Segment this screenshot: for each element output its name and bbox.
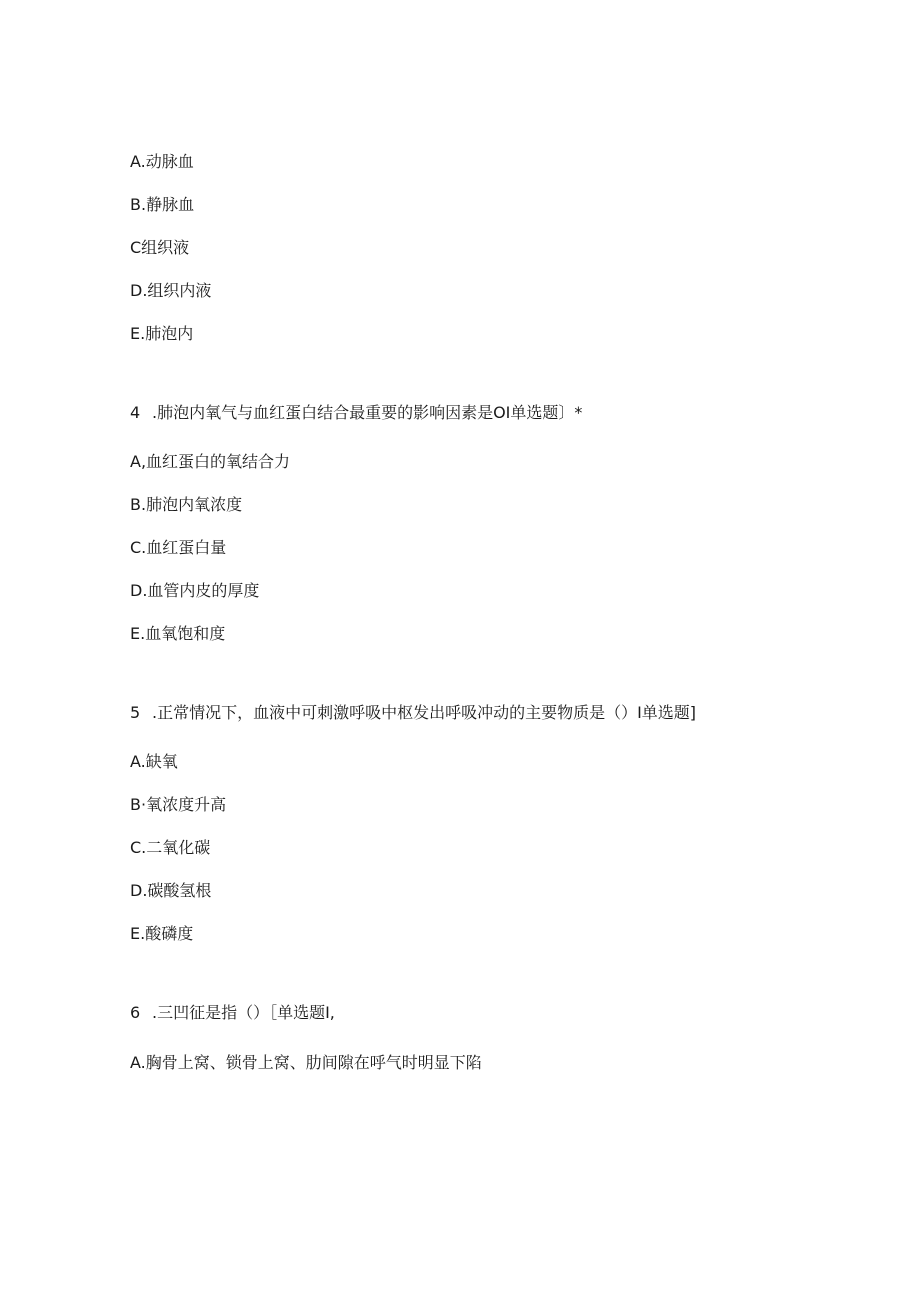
q6-option-a: A.胸骨上窝、锁骨上窝、肋间隙在呼气时明显下陷	[130, 1053, 482, 1072]
q5-option-e: E.酸磷度	[130, 924, 194, 943]
q5-option-b: B·氧浓度升高	[130, 795, 227, 814]
q4-text: .肺泡内氧气与血红蛋白结合最重要的影响因素是OI单选题〕*	[152, 403, 583, 422]
q6-text: .三凹征是指（）［单选题I,	[152, 1003, 335, 1022]
q5-number: 5	[130, 703, 141, 722]
q4-option-c: C.血红蛋白量	[130, 538, 227, 557]
q6-number: 6	[130, 1003, 141, 1022]
q3-option-a: A.动脉血	[130, 152, 194, 171]
q6-question	[130, 1003, 335, 1023]
q5-option-d: D.碳酸氢根	[130, 881, 212, 900]
q3-option-e: E.肺泡内	[130, 324, 194, 343]
q3-option-d: D.组织内液	[130, 281, 212, 300]
q5-option-a: A.缺氧	[130, 752, 178, 771]
q5-text: .正常情况下，血液中可刺激呼吸中枢发出呼吸冲动的主要物质是（）I单选题]	[152, 703, 697, 722]
q3-option-c: C组织液	[130, 238, 190, 257]
q4-option-b: B.肺泡内氧浓度	[130, 495, 243, 514]
q5-option-c: C.二氧化碳	[130, 838, 211, 857]
q4-number: 4	[130, 403, 141, 422]
q4-question	[130, 403, 582, 423]
q3-option-b: B.静脉血	[130, 195, 195, 214]
q4-option-e: E.血氧饱和度	[130, 624, 226, 643]
q5-question	[130, 703, 696, 723]
q4-option-d: D.血管内皮的厚度	[130, 581, 260, 600]
q4-option-a: A,血红蛋白的氧结合力	[130, 452, 291, 471]
